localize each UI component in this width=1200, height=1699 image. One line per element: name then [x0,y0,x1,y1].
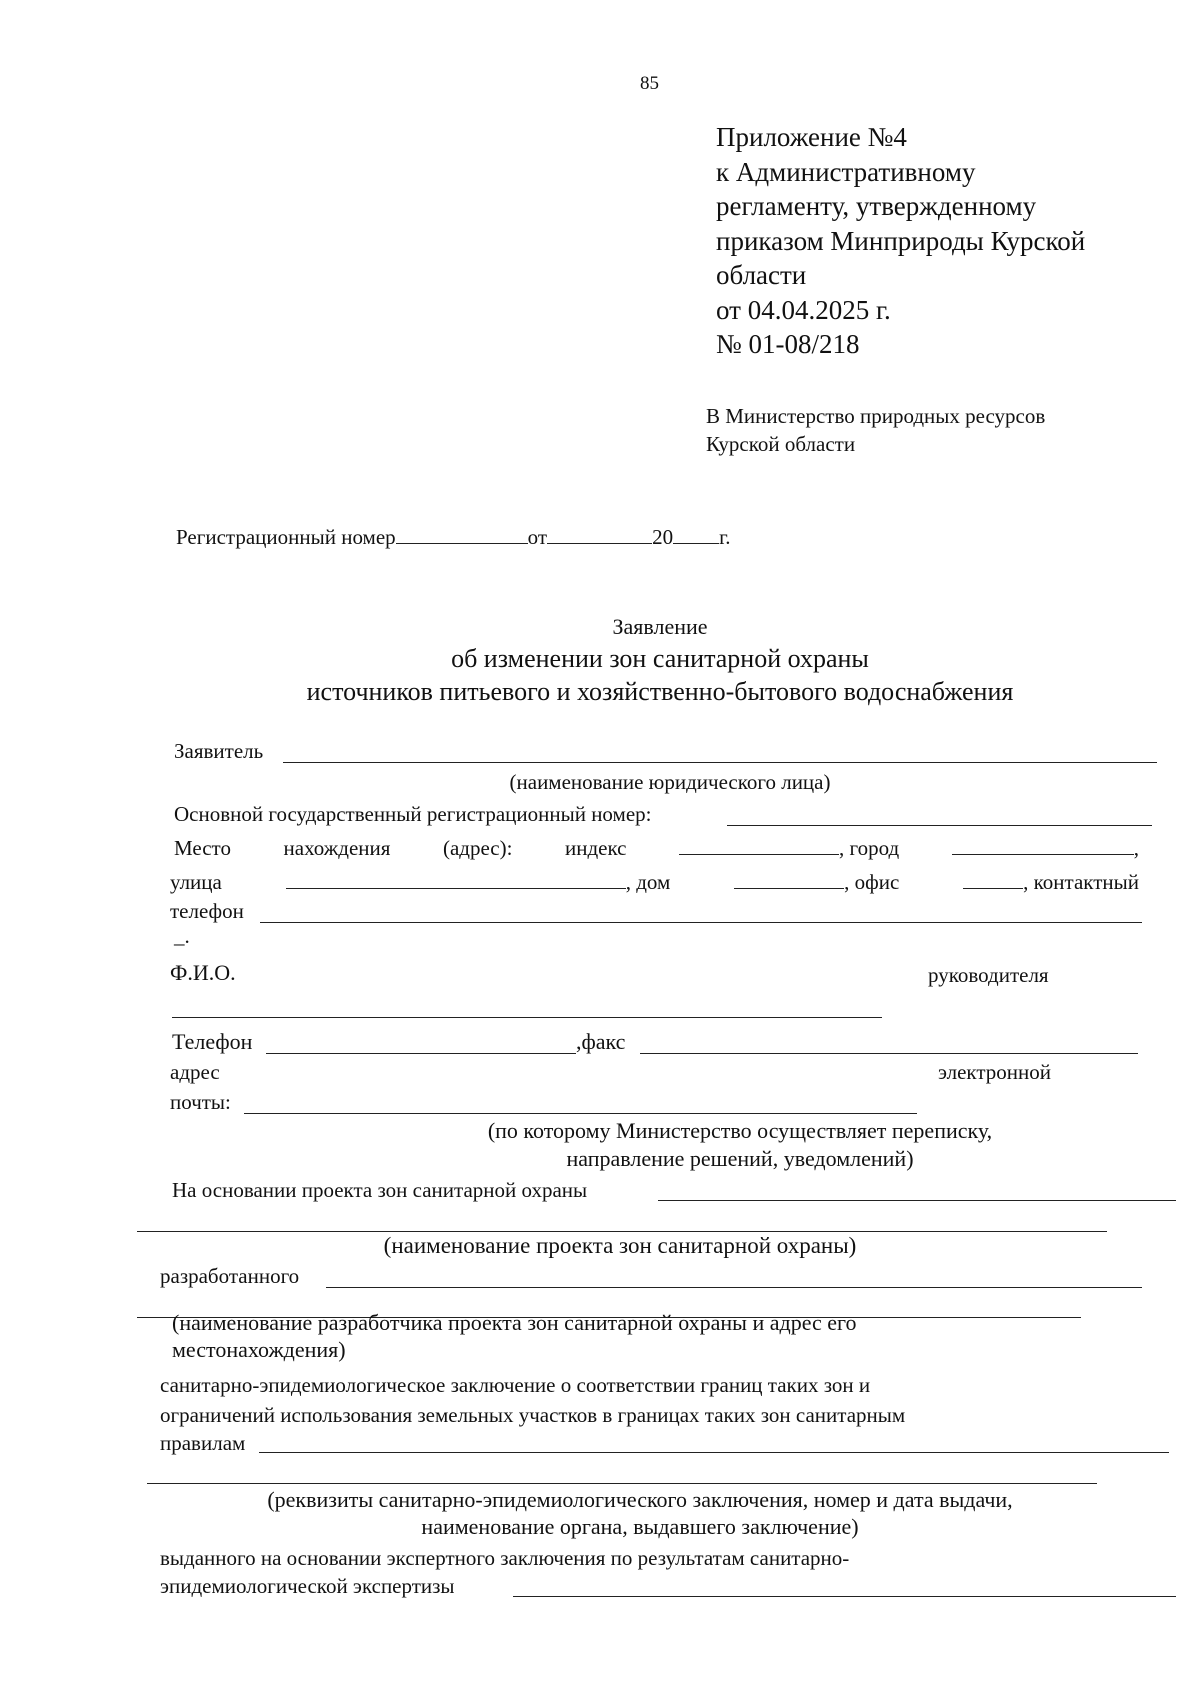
issued-text-1: выданного на основании экспертного заключения по результатам санитарно- [160,1546,850,1570]
office-label: , офис [844,870,900,894]
postal-index-field[interactable] [679,833,839,855]
ogrn-field[interactable] [727,825,1152,826]
conclusion-field[interactable] [259,1452,1169,1453]
project-caption: (наименование проекта зон санитарной охраны) [383,1233,857,1258]
telephone-field[interactable] [266,1053,576,1054]
addressee-block [706,402,1045,458]
street-label: улица [170,870,222,894]
issued-text-2: эпидемиологической экспертизы [160,1574,455,1598]
stray-mark: _. [174,924,190,948]
developed-label: разработанного [160,1264,300,1288]
fax-label: ,факс [576,1029,626,1054]
registration-year-field[interactable] [673,522,719,544]
project-field-line-2[interactable] [137,1231,1107,1232]
appendix-line: регламенту, утвержденному [716,191,1037,221]
email-label-2: электронной [938,1060,1052,1084]
ogrn-label: Основной государственный регистрационный номер: [174,802,652,826]
appendix-line: от 04.04.2025 г. [716,294,891,325]
applicant-caption: (наименование юридического лица) [509,770,831,794]
conclusion-text-2: ограничений использования земельных участков в границах таких зон санитарным [160,1403,906,1427]
comma: , [1133,836,1139,860]
registration-year-suffix: г. [719,525,731,549]
expertise-field[interactable] [513,1596,1176,1597]
developer-field[interactable] [326,1287,1142,1288]
applicant-label: Заявитель [174,739,264,763]
appendix-line: Приложение №4 [716,122,907,152]
document-subtitle-2: источников питьевого и хозяйственно-бытового водоснабжения [306,677,1014,706]
fax-field[interactable] [640,1053,1138,1054]
contact-phone-field[interactable] [260,922,1142,923]
head-label: руководителя [928,963,1049,987]
address-row [174,833,1139,861]
email-caption-2: направление решений, уведомлений) [566,1146,914,1171]
document-subtitle-1: об изменении зон санитарной охраны [451,644,869,673]
house-field[interactable] [734,867,844,889]
conclusion-field-line-2[interactable] [147,1483,1097,1484]
telephone-label: Телефон [172,1029,253,1054]
addressee-line: Курской области [706,432,856,456]
street-field[interactable] [286,867,626,889]
city-field[interactable] [952,833,1134,855]
email-label-1: адрес [170,1060,220,1084]
conclusion-text-3: правилам [160,1431,246,1455]
email-caption-1: (по которому Министерство осуществляет переписку, [487,1118,993,1143]
registration-date-field[interactable] [547,522,652,544]
conclusion-caption-2: наименование органа, выдавшего заключение) [421,1514,859,1539]
office-field[interactable] [963,867,1023,889]
address-word: (адрес): [442,836,513,860]
basis-label: На основании проекта зон санитарной охраны [172,1178,588,1202]
city-label: , город [839,836,900,860]
conclusion-caption-1: (реквизиты санитарно-эпидемиологического заключения, номер и дата выдачи, [267,1487,1013,1512]
registration-label: Регистрационный номер [176,525,396,549]
applicant-field[interactable] [283,762,1157,763]
conclusion-text-1: санитарно-эпидемиологическое заключение о соответствии границ таких зон и [160,1373,871,1397]
document-title: Заявление [612,614,708,639]
address-word: индекс [565,836,627,860]
developer-caption-2: местонахождения) [172,1337,346,1362]
fio-label: Ф.И.О. [170,960,236,985]
registration-from-label: от [527,525,548,549]
appendix-line: к Административному [716,156,976,187]
project-field[interactable] [658,1200,1176,1201]
phone-label: телефон [170,899,244,923]
appendix-line: приказом Минприроды Курской [716,225,1086,256]
appendix-line: № 01-08/218 [716,329,860,359]
address-word: нахождения [283,836,391,860]
email-label-3: почты: [170,1090,231,1114]
registration-year-prefix: 20 [652,525,674,549]
email-field[interactable] [244,1113,917,1114]
street-row [170,867,1139,895]
developer-caption-1: (наименование разработчика проекта зон санитарной охраны и адрес его [172,1310,857,1335]
appendix-block [716,120,1085,362]
registration-number-field[interactable] [396,522,528,544]
registration-line [176,522,731,550]
contact-label: , контактный [1023,870,1139,894]
head-fio-field[interactable] [172,1017,882,1018]
addressee-line: В Министерство природных ресурсов [706,404,1046,428]
page-number: 85 [640,73,659,94]
address-word: Место [174,836,231,860]
house-label: , дом [625,870,671,894]
appendix-line: области [716,260,807,290]
